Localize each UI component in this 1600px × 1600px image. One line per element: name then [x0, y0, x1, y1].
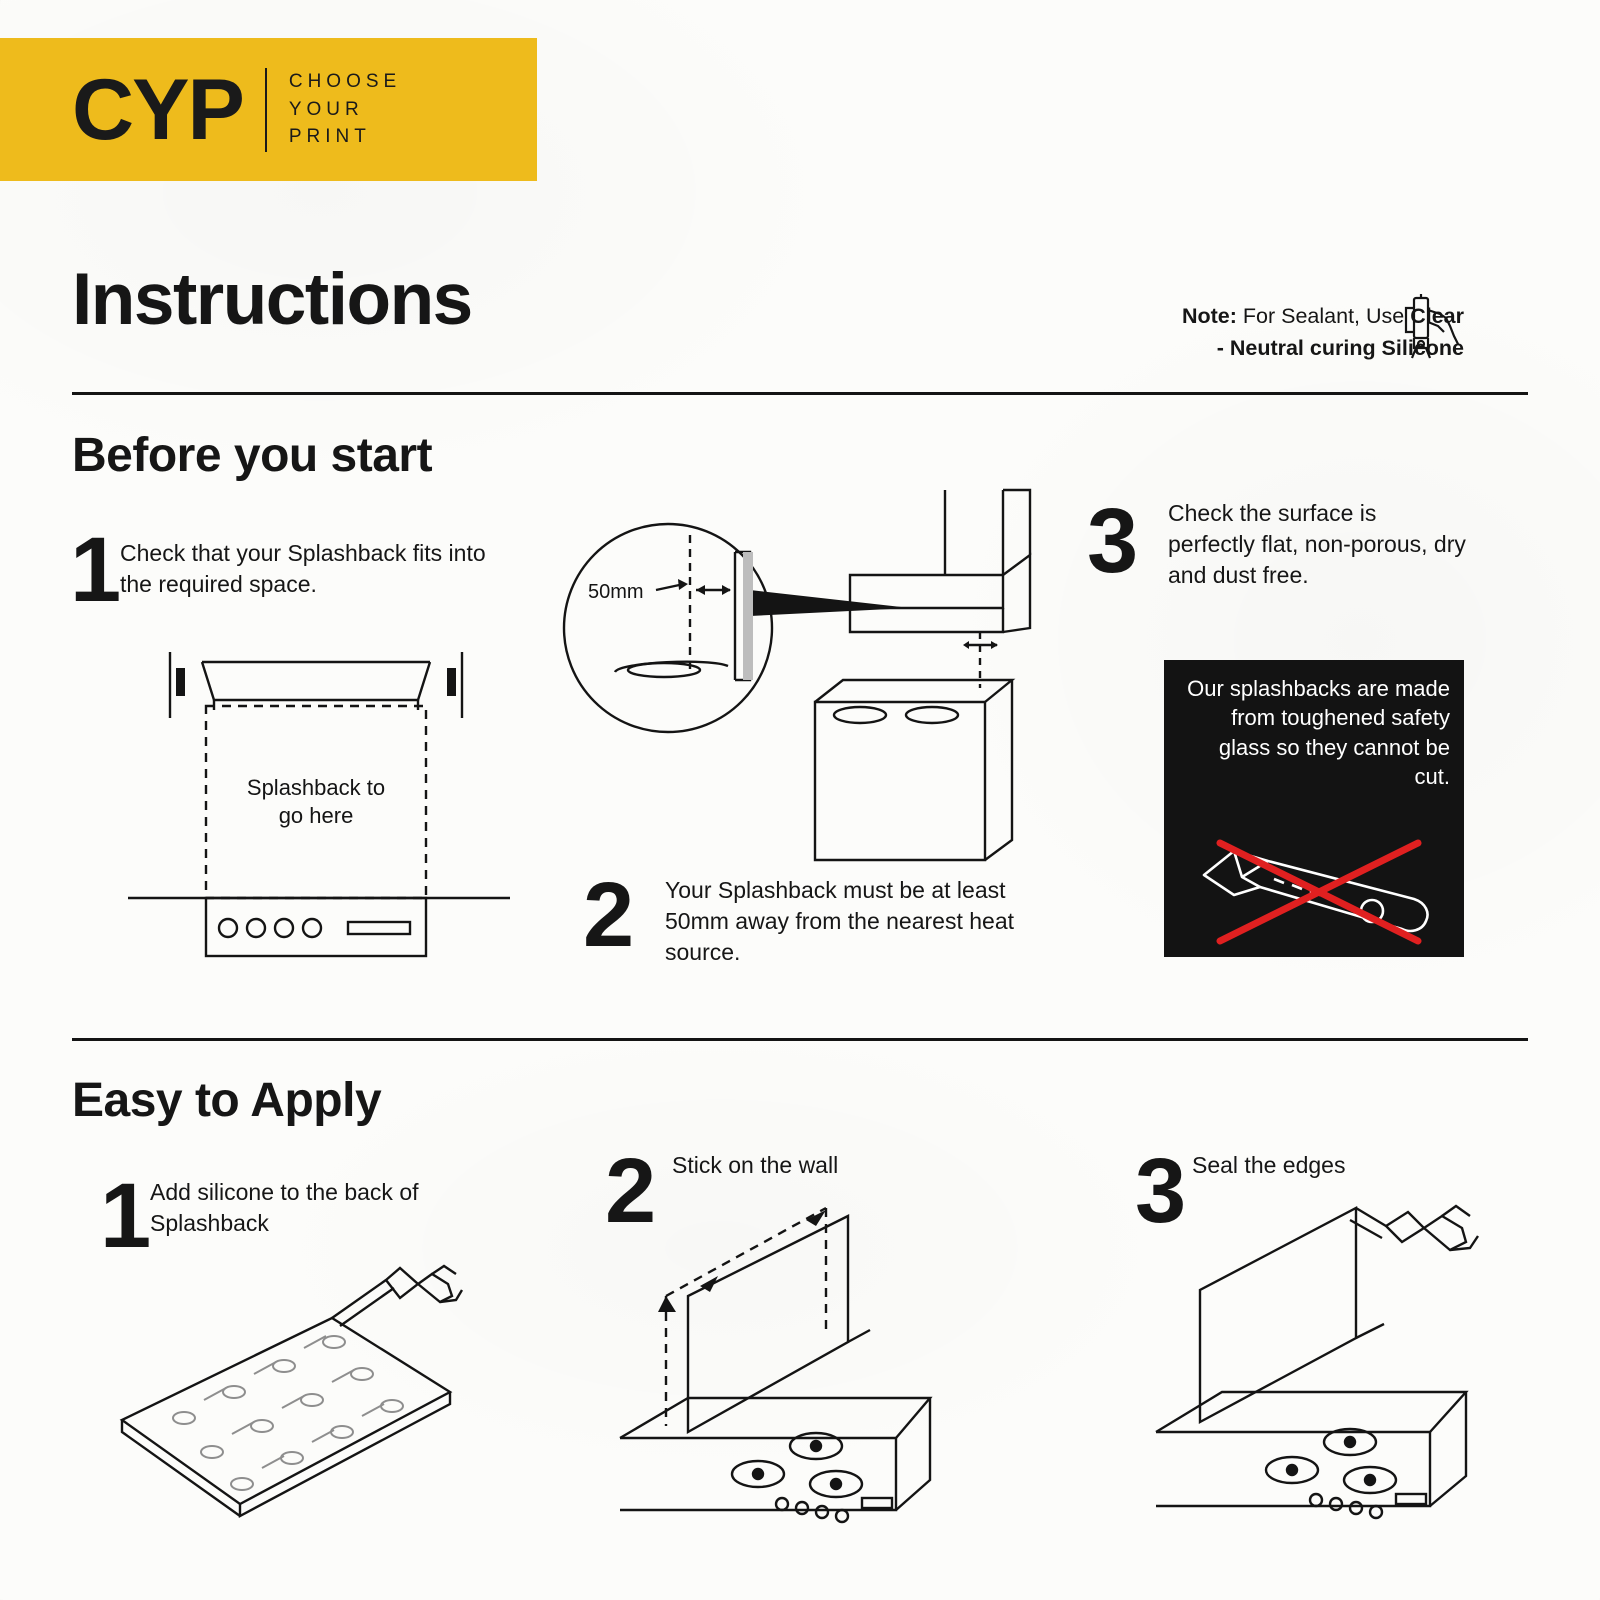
brand-tagline — [289, 68, 401, 151]
step-number-a1: 1 — [100, 1165, 149, 1267]
step-number-a2: 2 — [605, 1140, 654, 1242]
caulking-gun-icon — [1394, 292, 1472, 364]
distance-label: 50mm — [588, 581, 644, 603]
step-text-b2: Your Splashback must be at least 50mm away from the nearest heat source. — [665, 877, 1014, 966]
section-heading-easy-to-apply: Easy to Apply — [72, 1074, 382, 1127]
step-number-b3: 3 — [1087, 490, 1136, 592]
sealant-note-rest: For Sealant, Use — [1236, 304, 1411, 328]
brand-tagline-line1: CHOOSE — [288, 71, 402, 93]
brand-name: CYP — [72, 61, 243, 158]
illustration-label-line1: Splashback to — [246, 775, 386, 800]
step-text-a2: Stick on the wall — [672, 1152, 839, 1178]
step-text-b1: Check that your Splashback fits into the required space. — [120, 540, 486, 598]
logo-divider — [265, 68, 267, 152]
sealant-note-line2-text: - Neutral curing Silicone — [1216, 336, 1464, 361]
sealant-note-bold: Clear — [1410, 304, 1464, 328]
safety-glass-callout-text: Our splashbacks are made from toughened safety glass so they cannot be cut. — [1187, 676, 1450, 789]
illustration-stick-on-wall — [600, 1180, 1020, 1530]
step-number-b2: 2 — [583, 864, 632, 966]
divider-top — [72, 392, 1528, 395]
divider-bottom — [72, 1038, 1528, 1041]
illustration-apply-silicone — [100, 1240, 520, 1540]
cutter-knife-crossed-out-icon — [1164, 821, 1464, 951]
safety-glass-callout — [1164, 660, 1464, 957]
step-text-a3: Seal the edges — [1192, 1152, 1346, 1178]
illustration-seal-edges — [1140, 1180, 1560, 1530]
brand-tagline-line2: YOUR — [288, 98, 364, 120]
illustration-heat-distance — [560, 480, 1080, 880]
brand-tagline-line3: PRINT — [288, 126, 371, 148]
step-number-b1: 1 — [70, 519, 119, 621]
sealant-note-label: Note: — [1181, 304, 1237, 328]
section-heading-before-you-start: Before you start — [72, 429, 433, 482]
page-title: Instructions — [72, 259, 472, 340]
illustration-splashback-space — [110, 640, 530, 960]
step-number-a3: 3 — [1135, 1140, 1184, 1242]
illustration-label-line2: go here — [278, 803, 354, 828]
step-text-a1: Add silicone to the back of Splashback — [150, 1179, 419, 1237]
brand-logo — [0, 38, 537, 181]
step-text-b3: Check the surface is perfectly flat, non-porous, dry and dust free. — [1168, 500, 1466, 589]
